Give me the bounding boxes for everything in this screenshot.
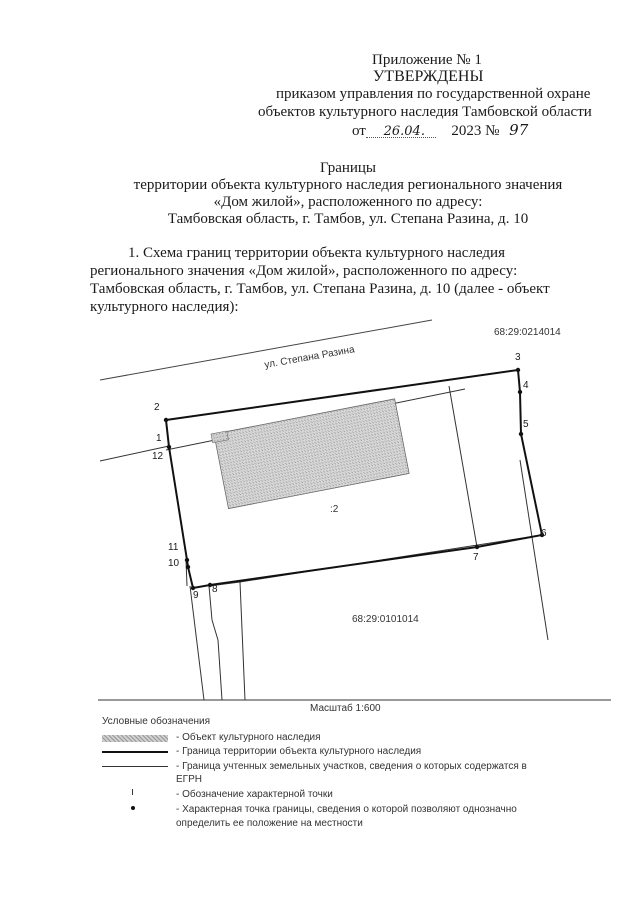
cadastral-quarter-top: 68:29:0214014 bbox=[494, 327, 561, 338]
parcel-line bbox=[449, 386, 477, 547]
cadastral-quarter-bottom: 68:29:0101014 bbox=[352, 614, 419, 625]
point-label-5: 5 bbox=[523, 419, 529, 430]
heritage-object-building bbox=[214, 399, 409, 509]
legend-item-point: - Характерная точка границы, сведения о которой позволяют однозначно bbox=[176, 804, 517, 815]
title-line-4: Тамбовская область, г. Тамбов, ул. Степана Разина, д. 10 bbox=[167, 211, 529, 227]
site-plan bbox=[0, 315, 640, 715]
parcel-line bbox=[212, 620, 218, 640]
legend-parcel-swatch bbox=[102, 766, 168, 767]
date-underline bbox=[366, 137, 436, 138]
point-label-12: 12 bbox=[152, 451, 164, 462]
order-line-2: объектов культурного наследия Тамбовской области bbox=[258, 104, 592, 120]
point-label-7: 7 bbox=[473, 552, 479, 563]
street-edge-line bbox=[100, 320, 432, 380]
point-label-1: 1 bbox=[156, 433, 162, 444]
paragraph-line-4: культурного наследия): bbox=[90, 299, 239, 315]
parcel-line bbox=[190, 586, 204, 700]
point-label-3: 3 bbox=[515, 352, 521, 363]
legend-item-parcel-cont: ЕГРН bbox=[176, 774, 202, 785]
legend-point-mark-swatch bbox=[132, 789, 133, 795]
title-line-1: Границы bbox=[319, 160, 377, 176]
point-label-6: 6 bbox=[541, 528, 547, 539]
legend-item-point-cont: определить ее положение на местности bbox=[176, 818, 363, 829]
parcel-number-label: :2 bbox=[330, 504, 339, 515]
point-label-8: 8 bbox=[212, 584, 218, 595]
point-label-9: 9 bbox=[193, 590, 199, 601]
point-label-2: 2 bbox=[154, 402, 160, 413]
legend-boundary-swatch bbox=[102, 751, 168, 753]
street-label: ул. Степана Разина bbox=[263, 344, 356, 371]
handwritten-date: 26.04. bbox=[383, 124, 425, 139]
legend-item-boundary: - Граница территории объекта культурного наследия bbox=[176, 746, 422, 757]
title-line-3: «Дом жилой», расположенного по адресу: bbox=[213, 194, 483, 210]
legend-item-heritage: - Объект культурного наследия bbox=[176, 732, 321, 743]
date-prefix: от bbox=[352, 123, 366, 139]
parcel-line bbox=[218, 640, 222, 700]
year-number-label: 2023 № bbox=[451, 123, 500, 139]
paragraph-line-2: регионального значения «Дом жилой», расположенного по адресу: bbox=[90, 263, 518, 279]
legend-heading: Условные обозначения bbox=[102, 716, 211, 727]
paragraph-line-1: 1. Схема границ территории объекта культурного наследия bbox=[128, 245, 505, 261]
handwritten-number: 97 bbox=[509, 121, 529, 139]
point-label-10: 10 bbox=[168, 558, 180, 569]
scale-label: Масштаб 1:600 bbox=[310, 703, 381, 714]
paragraph-line-3: Тамбовская область, г. Тамбов, ул. Степана Разина, д. 10 (далее - объект bbox=[90, 281, 550, 297]
order-line-1: приказом управления по государственной охране bbox=[276, 86, 591, 102]
approved-label: УТВЕРЖДЕНЫ bbox=[373, 68, 484, 85]
point-label-4: 4 bbox=[523, 380, 529, 391]
title-line-2: территории объекта культурного наследия регионального значения bbox=[133, 177, 563, 193]
appendix-label: Приложение № 1 bbox=[372, 52, 482, 68]
parcel-line bbox=[520, 460, 548, 640]
legend-heritage-swatch bbox=[102, 735, 168, 742]
legend-item-parcel: - Граница учтенных земельных участков, сведения о которых содержатся в bbox=[176, 761, 527, 772]
point-label-11: 11 bbox=[168, 542, 179, 553]
legend-item-point-mark: - Обозначение характерной точки bbox=[176, 789, 333, 800]
parcel-line bbox=[240, 582, 245, 700]
legend-point-swatch bbox=[131, 806, 135, 810]
